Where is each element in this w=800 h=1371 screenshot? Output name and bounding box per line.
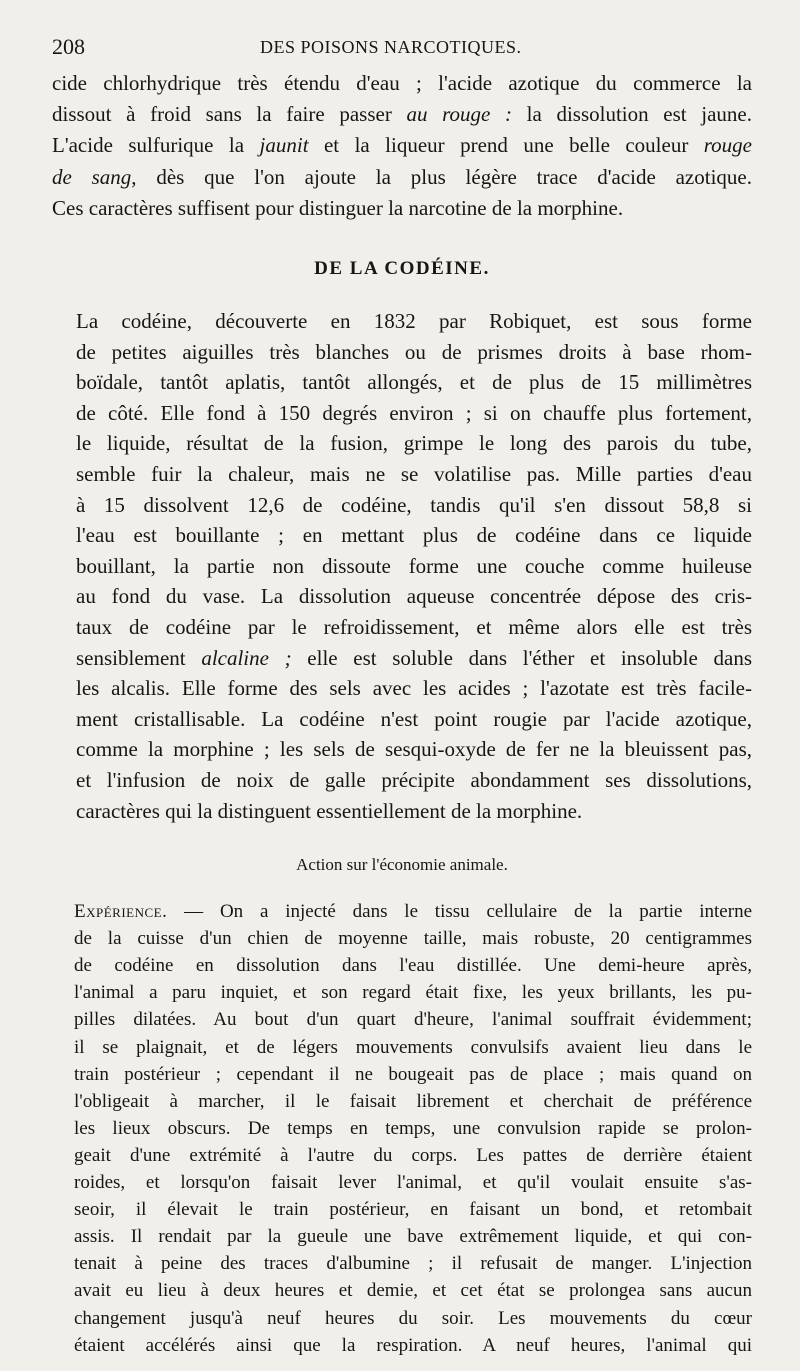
text-line: étaient accélérés ainsi que la respiration. A neuf heures, l'animal qui (74, 1334, 752, 1356)
text-line: cide chlorhydrique très étendu d'eau ; l'acide azotique du commerce la (52, 71, 752, 95)
text-line: l'obligeait à marcher, il le faisait librement et cherchait de préférence (74, 1090, 752, 1112)
text-line: boïdale, tantôt aplatis, tantôt allongés, et de plus de 15 millimètres (76, 370, 752, 395)
text-line: bouillant, la partie non dissoute forme une couche comme huileuse (76, 553, 752, 578)
text-line: l'animal a paru inquiet, et son regard était fixe, les yeux brillants, les pu- (74, 982, 752, 1004)
text-line: geait d'une extrémité à l'autre du corps. Les pattes de derrière étaient (74, 1144, 752, 1166)
page-number: 208 (52, 34, 85, 59)
text-line: de sang, dès que l'on ajoute la plus légère trace d'acide azotique. (52, 164, 752, 189)
text-line: il se plaignait, et de légers mouvements convulsifs avaient lieu dans le (74, 1036, 752, 1058)
paragraph-experiment (52, 898, 752, 1359)
text-line: l'eau est bouillante ; en mettant plus de codéine dans ce liquide (76, 523, 752, 548)
text-line: train postérieur ; cependant il ne bougeait pas de place ; mais quand on (74, 1063, 752, 1085)
subsection-heading: Action sur l'économie animale. (296, 855, 508, 875)
text-line: semble fuir la chaleur, mais ne se volatilise pas. Mille parties d'eau (76, 461, 752, 486)
text-line: dissout à froid sans la faire passer au rouge : la dissolution est jaune. (52, 102, 752, 127)
text-line: assis. Il rendait par la gueule une bave extrêmement liquide, et qui con- (74, 1226, 752, 1248)
text-line: de petites aiguilles très blanches ou de prismes droits à base rhom- (76, 339, 752, 364)
running-title: DES POISONS NARCOTIQUES. (260, 37, 522, 57)
text-line: comme la morphine ; les sels de sesqui-oxyde de fer ne la bleuissent pas, (76, 737, 752, 762)
text-line: avait eu lieu à deux heures et demie, et cet état se prolongea sans aucun (74, 1280, 752, 1302)
text-line: à 15 dissolvent 12,6 de codéine, tandis qu'il s'en dissout 58,8 si (76, 492, 752, 517)
text-line: caractères qui la distinguent essentiellement de la morphine. (76, 798, 583, 823)
text-line: de côté. Elle fond à 150 degrés environ ; si on chauffe plus fortement, (76, 400, 752, 425)
section-heading: DE LA CODÉINE. (314, 258, 490, 280)
book-page (52, 28, 752, 1359)
text-line: taux de codéine par le refroidissement, et même alors elle est très (76, 614, 752, 639)
text-line: seoir, il élevait le train postérieur, en faisant un bond, et retombait (74, 1199, 752, 1221)
text-line: tenait à peine des traces d'albumine ; il refusait de manger. L'injection (74, 1253, 752, 1275)
running-header (52, 28, 752, 68)
text-line: sensiblement alcaline ; elle est soluble dans l'éther et insoluble dans (76, 645, 752, 670)
text-line: le liquide, résultat de la fusion, grimpe le long des parois du tube, (76, 431, 752, 456)
text-line: La codéine, découverte en 1832 par Robiquet, est sous forme (76, 309, 752, 334)
text-line: Ces caractères suffisent pour distinguer la narcotine de la morphine. (52, 195, 624, 220)
text-line: Expérience. — On a injecté dans le tissu cellulaire de la partie interne (74, 901, 752, 923)
text-line: les alcalis. Elle forme des sels avec les acides ; l'azotate est très facile- (76, 676, 752, 701)
text-line: L'acide sulfurique la jaunit et la liqueur prend une belle couleur rouge (52, 133, 752, 158)
text-line: et l'infusion de noix de galle précipite abondamment ses dissolutions, (76, 767, 752, 792)
text-line: au fond du vase. La dissolution aqueuse concentrée dépose des cris- (76, 584, 752, 609)
experiment-label: Expérience. (74, 901, 168, 923)
text-line: ment cristallisable. La codéine n'est point rougie par l'acide azotique, (76, 706, 752, 731)
text-line: pilles dilatées. Au bout d'un quart d'heure, l'animal souffrait évidemment; (74, 1009, 752, 1031)
text-line: de la cuisse d'un chien de moyenne taille, mais robuste, 20 centigrammes (74, 928, 752, 950)
paragraph-codeine (52, 306, 752, 826)
text-line: roides, et lorsqu'on faisait lever l'animal, et qu'il voulait ensuite s'as- (74, 1172, 752, 1194)
text-line: de codéine en dissolution dans l'eau distillée. Une demi-heure après, (74, 955, 752, 977)
paragraph-narcotine-end (52, 68, 752, 224)
text-line: changement jusqu'à neuf heures du soir. Les mouvements du cœur (74, 1307, 752, 1329)
text-line: les lieux obscurs. De temps en temps, une convulsion rapide se prolon- (74, 1117, 752, 1139)
